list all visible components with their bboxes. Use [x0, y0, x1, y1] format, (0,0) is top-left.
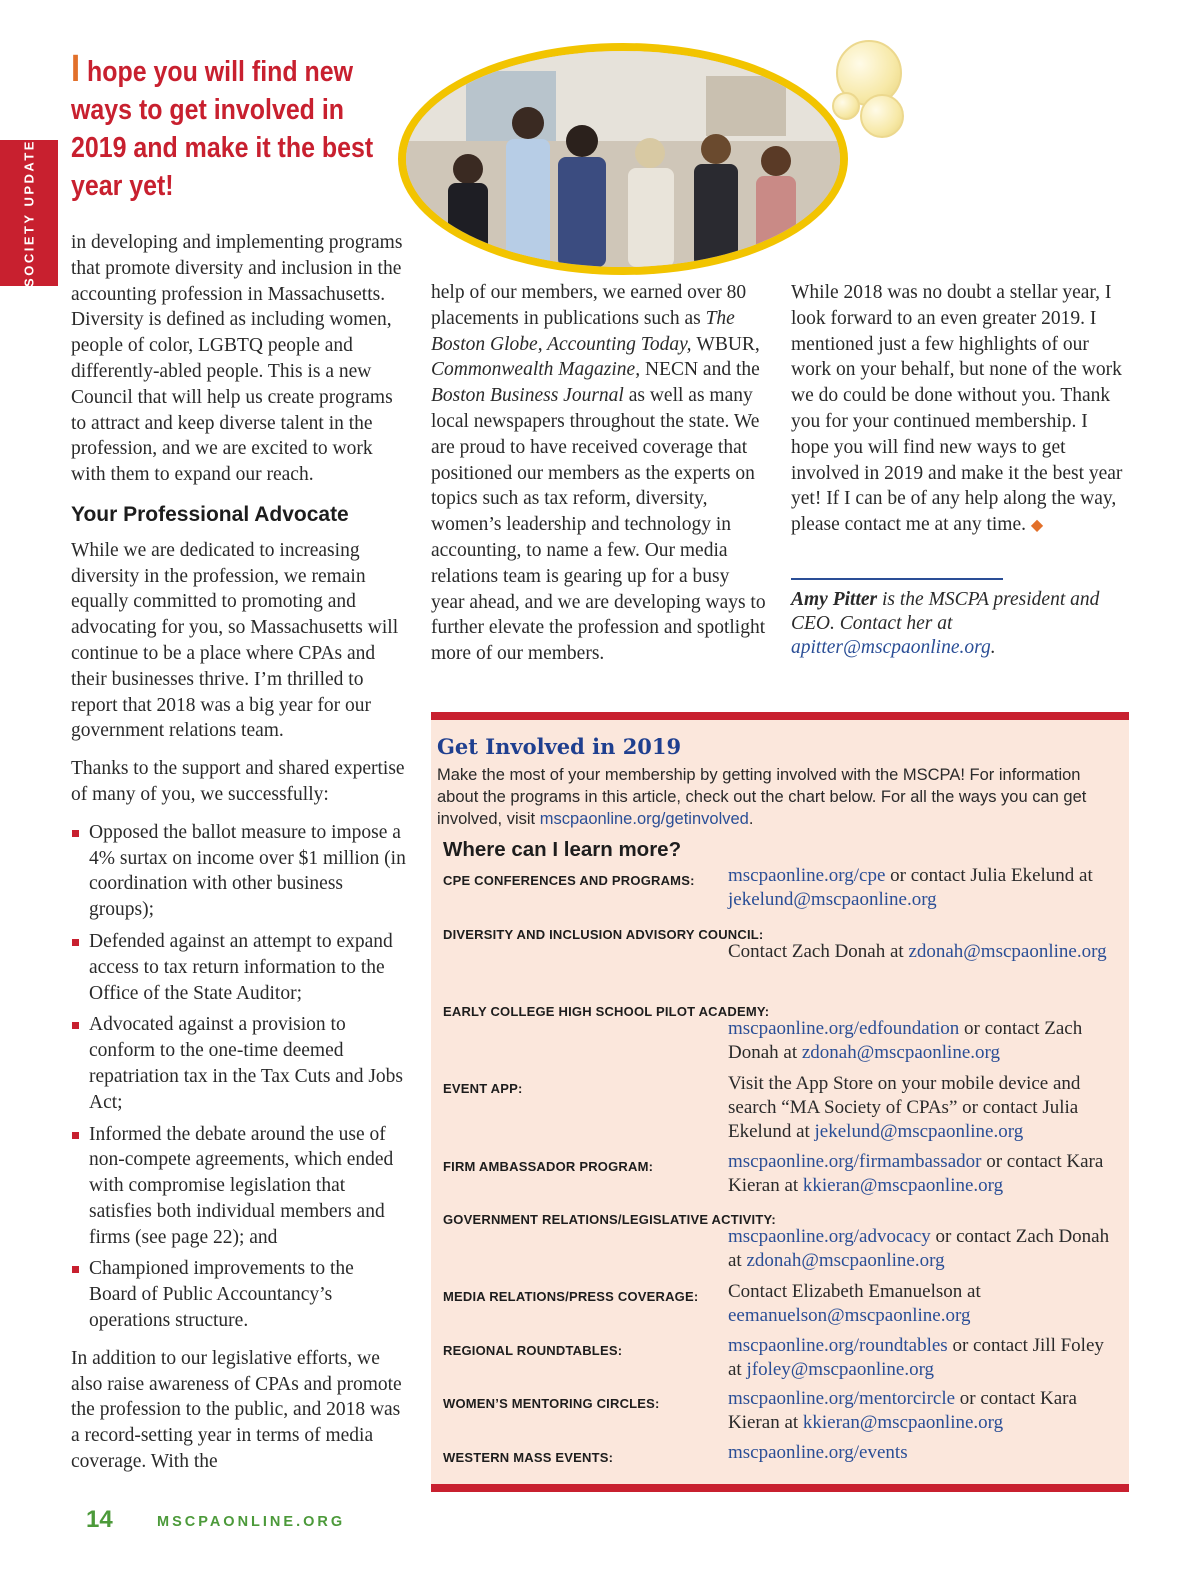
- section-tab-label: SOCIETY UPDATE: [21, 139, 37, 287]
- publication-name: Commonwealth Magazine,: [431, 359, 641, 381]
- resource-row: [443, 1212, 1123, 1271]
- resource-label: WOMEN’S MENTORING CIRCLES:: [443, 1396, 660, 1411]
- contact-email-link[interactable]: jekelund@mscpaonline.org: [814, 1121, 1024, 1142]
- resource-link[interactable]: mscpaonline.org/edfoundation: [728, 1018, 960, 1039]
- footer-site: MSCPAONLINE.ORG: [157, 1514, 346, 1530]
- resource-label: REGIONAL ROUNDTABLES:: [443, 1343, 623, 1358]
- resource-row: [443, 1281, 1123, 1326]
- group-photo-frame: [398, 43, 848, 275]
- accomplishments-list: [71, 820, 406, 1334]
- resource-details: [728, 1441, 1118, 1465]
- resource-row: [443, 1004, 1123, 1063]
- resource-row: [443, 927, 1123, 962]
- contact-email-link[interactable]: kkieran@mscpaonline.org: [802, 1412, 1004, 1433]
- resource-details: mscpaonline.org/edfoundation or contact Zach Donah at zdonah@mscpaonline.org: [728, 1018, 1083, 1063]
- list-item: Defended against an attempt to expand access to tax return information to the Office of the State Auditor;: [71, 929, 406, 1006]
- resource-details: Visit the App Store on your mobile device and search “MA Society of CPAs” or contact Julia Ekelund at jekelund@mscpaonline.org: [728, 1073, 1081, 1142]
- page-number: 14: [86, 1506, 113, 1533]
- box-title: Get Involved in 2019: [437, 734, 682, 759]
- resource-label: FIRM AMBASSADOR PROGRAM:: [443, 1159, 654, 1174]
- contact-email-link[interactable]: kkieran@mscpaonline.org: [802, 1175, 1004, 1196]
- group-photo: [406, 51, 840, 267]
- resource-row: [443, 865, 1123, 910]
- author-email-link[interactable]: apitter@mscpaonline.org: [791, 637, 991, 658]
- resource-link[interactable]: mscpaonline.org/roundtables: [728, 1335, 948, 1356]
- resource-label: WESTERN MASS EVENTS:: [443, 1450, 614, 1465]
- list-item: Informed the debate around the use of non-compete agreements, which ended with compromise legislation that satisfies both individual members and firms (see page 22); and: [71, 1122, 406, 1251]
- resource-label: EVENT APP:: [443, 1081, 523, 1096]
- resource-row: [443, 1442, 1123, 1465]
- resource-details: mscpaonline.org/mentorcircle or contact Kara Kieran at kkieran@mscpaonline.org: [728, 1388, 1077, 1433]
- paragraph: While 2018 was no doubt a stellar year, I look forward to an even greater 2019. I mentioned just a few highlights of our work on your behalf, but none of the work we do could be done without you. Thank you for your continued membership. I hope you will find new ways to get involved in 2019 and make it the best year yet! If I can be of any help along the way, please contact me at any time. ◆: [791, 282, 1123, 536]
- box-intro: Make the most of your membership by getting involved with the MSCPA! For information about the programs in this article, check out the chart below. For all the ways you can get involved, visit mscpaonline.org/getinvolved.: [437, 766, 1087, 828]
- resource-row: [443, 1388, 1123, 1433]
- contact-email-link[interactable]: zdonah@mscpaonline.org: [801, 1042, 1001, 1063]
- pull-quote: [71, 50, 389, 205]
- box-subheading: Where can I learn more?: [443, 838, 682, 861]
- paragraph: While we are dedicated to increasing diversity in the profession, we remain equally committed to promoting and advocating for you, so Massachusetts will continue to be a place where CPAs and their businesses thrive. I’m thrilled to report that 2018 was a big year for our government relations team.: [71, 539, 399, 742]
- resource-row: [443, 1151, 1123, 1196]
- column-2: [431, 280, 766, 679]
- paragraph: In addition to our legislative efforts, we also raise awareness of CPAs and promote the profession to the public, and 2018 was a record-setting year in terms of media coverage. With the: [71, 1347, 402, 1473]
- resource-label: GOVERNMENT RELATIONS/LEGISLATIVE ACTIVITY:: [443, 1212, 776, 1227]
- publication-names: The Boston Globe, Accounting Today,: [431, 307, 735, 355]
- group-photo-illustration: [406, 51, 840, 267]
- resource-link[interactable]: mscpaonline.org/firmambassador: [728, 1151, 982, 1172]
- resource-label: DIVERSITY AND INCLUSION ADVISORY COUNCIL:: [443, 927, 764, 942]
- paragraph: Thanks to the support and shared expertise of many of you, we successfully:: [71, 758, 405, 805]
- list-item: Opposed the ballot measure to impose a 4% surtax on income over $1 million (in coordination with other business groups);: [71, 820, 406, 923]
- resource-label: MEDIA RELATIONS/PRESS COVERAGE:: [443, 1289, 699, 1304]
- section-tab: [0, 140, 58, 286]
- contact-email-link[interactable]: zdonah@mscpaonline.org: [746, 1250, 945, 1271]
- author-bio: Amy Pitter is the MSCPA president and CEO. Contact her at apitter@mscpaonline.org.: [791, 589, 1100, 658]
- contact-email-link[interactable]: jekelund@mscpaonline.org: [728, 889, 937, 910]
- resource-link[interactable]: mscpaonline.org/cpe: [728, 865, 886, 886]
- get-involved-link[interactable]: mscpaonline.org/getinvolved: [539, 810, 749, 828]
- publication-name: Boston Business Journal: [431, 385, 624, 407]
- resource-details: mscpaonline.org/advocacy or contact Zach Donah at zdonah@mscpaonline.org: [728, 1226, 1110, 1271]
- section-heading: Your Professional Advocate: [71, 502, 349, 526]
- column-1: [71, 230, 406, 1487]
- column-3: [791, 280, 1126, 551]
- resource-details: Contact Elizabeth Emanuelson at eemanuelson@mscpaonline.org: [728, 1281, 981, 1326]
- resource-row: [443, 1073, 1123, 1142]
- bubble-decoration: [860, 94, 904, 138]
- contact-email-link[interactable]: zdonah@mscpaonline.org: [908, 941, 1107, 962]
- resource-details: mscpaonline.org/cpe or contact Julia Ekelund at jekelund@mscpaonline.org: [728, 865, 1093, 910]
- resource-link[interactable]: mscpaonline.org/mentorcircle: [728, 1388, 956, 1409]
- resource-link[interactable]: mscpaonline.org/events: [728, 1442, 908, 1463]
- bubble-decoration: [832, 92, 860, 120]
- resource-label: EARLY COLLEGE HIGH SCHOOL PILOT ACADEMY:: [443, 1004, 770, 1019]
- pull-quote-dropcap: I: [71, 48, 81, 90]
- resource-details: mscpaonline.org/roundtables or contact Jill Foley at jfoley@mscpaonline.org: [728, 1335, 1104, 1380]
- signature-divider: [791, 578, 1003, 580]
- paragraph: help of our members, we earned over 80 placements in publications such as The Boston Globe, Accounting Today, WBUR, Commonwealth Magazine, NECN and the Boston Business Journal as well as many local newspapers throughout the state. We are proud to have received coverage that positioned our members as the experts on topics such as tax reform, diversity, women’s leadership and technology in accounting, to name a few. Our media relations team is gearing up for a busy year ahead, and we are developing ways to further elevate the profession and spotlight more of our members.: [431, 282, 766, 665]
- author-name: Amy Pitter: [791, 589, 878, 610]
- get-involved-box: [431, 712, 1129, 1492]
- contact-email-link[interactable]: eemanuelson@mscpaonline.org: [728, 1305, 971, 1326]
- resource-row: [443, 1335, 1123, 1380]
- resource-link[interactable]: mscpaonline.org/advocacy: [728, 1226, 931, 1247]
- resource-details: Contact Zach Donah at zdonah@mscpaonline.org: [728, 941, 1107, 962]
- resource-details: mscpaonline.org/firmambassador or contact Kara Kieran at kkieran@mscpaonline.org: [728, 1151, 1104, 1196]
- contact-email-link[interactable]: jfoley@mscpaonline.org: [746, 1359, 935, 1380]
- paragraph: in developing and implementing programs that promote diversity and inclusion in the accounting profession in Massachusetts. Diversity is defined as including women, people of color, LGBTQ people and differently-abled people. This is a new Council that will help us create programs to attract and keep diverse talent in the profession, and we are excited to work with them to expand our reach.: [71, 232, 403, 486]
- resource-label: CPE CONFERENCES AND PROGRAMS:: [443, 873, 695, 888]
- list-item: Championed improvements to the Board of Public Accountancy’s operations structure.: [71, 1256, 406, 1333]
- end-mark-icon: ◆: [1030, 517, 1044, 535]
- pull-quote-text: hope you will find new ways to get involved in 2019 and make it the best year yet!: [71, 56, 374, 202]
- list-item: Advocated against a provision to conform to the one-time deemed repatriation tax in the Tax Cuts and Jobs Act;: [71, 1012, 406, 1115]
